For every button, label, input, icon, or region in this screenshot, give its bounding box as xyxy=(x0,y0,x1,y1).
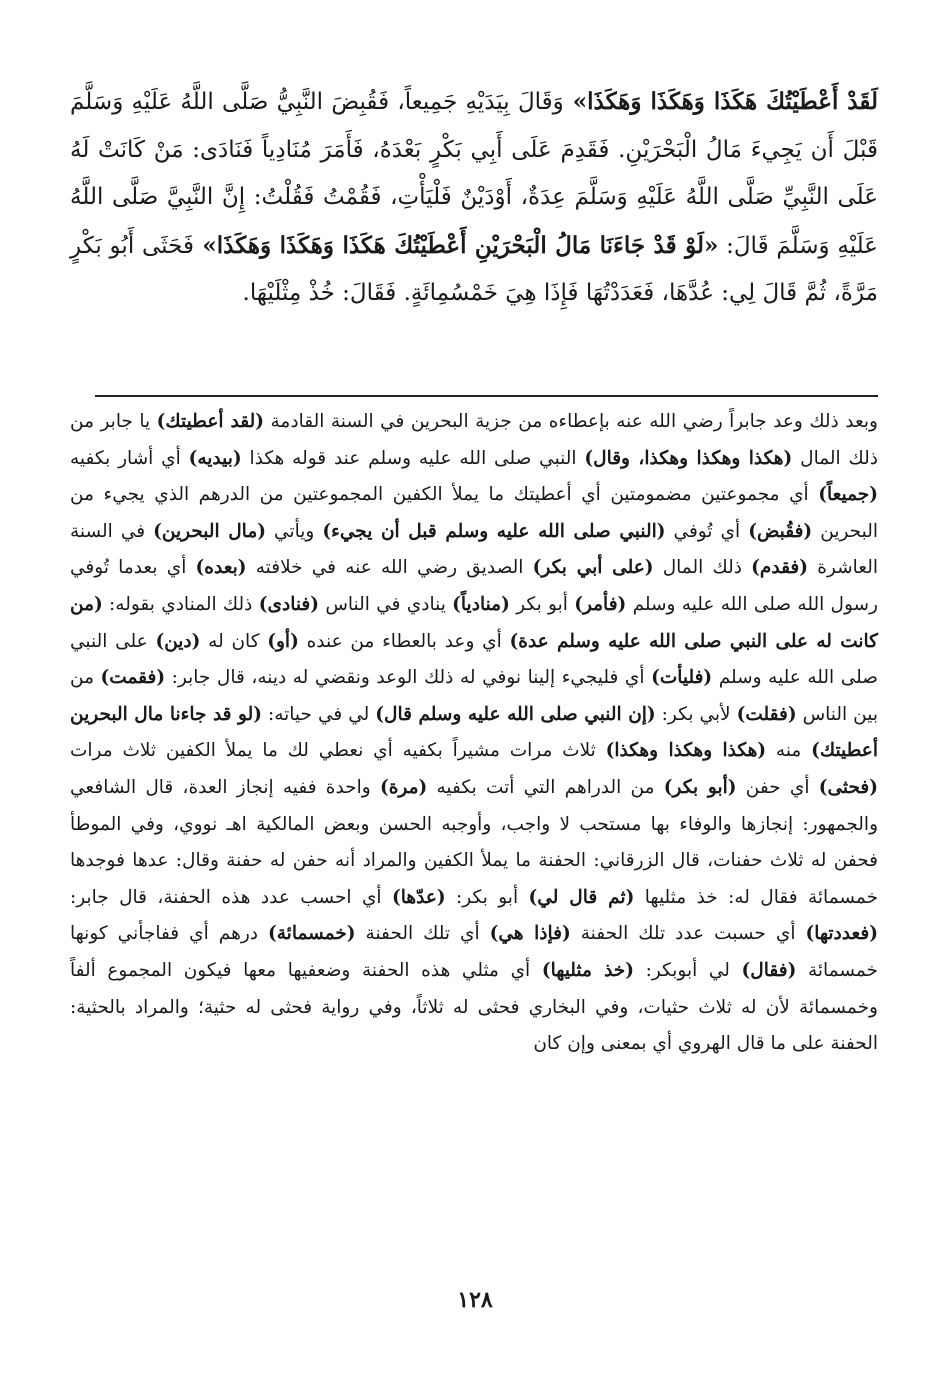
bold-phrase: (فليأت) xyxy=(651,667,713,689)
text-run: في السنة العاشرة xyxy=(70,520,878,579)
bold-phrase: (لقد أعطيتك) xyxy=(156,411,265,432)
text-run: أي حفن xyxy=(736,776,819,798)
text-run: أي بعدما تُوفي رسول الله صلى الله عليه وسلم xyxy=(70,557,878,615)
bold-phrase: (هكذا وهكذا وهكذا، وقال) xyxy=(584,447,793,469)
text-run: لأبي بكر: xyxy=(655,703,737,725)
bold-phrase: (فنادى) xyxy=(258,593,320,615)
text-run: الصديق رضي الله عنه في خلافته xyxy=(246,557,533,579)
bold-phrase: (النبي صلى الله عليه وسلم قبل أن يجيء) xyxy=(322,520,666,542)
bold-phrase: (بيديه) xyxy=(188,447,242,469)
bold-phrase: (ثم قال لي) xyxy=(528,886,635,908)
commentary-text xyxy=(70,404,878,1063)
text-run: وَقَالَ بِيَدَيْهِ جَمِيعاً، فَقُبِضَ النَّبِيُّ صَلَّى اللَّهُ عَلَيْهِ وَسَلَّمَ قَبْلَ أَن يَجِيءَ مَالُ الْبَحْرَيْنِ. فَقَدِمَ عَلَى أَبِي بَكْرٍ بَعْدَهُ، فَأَمَرَ مُنَادِياً فَنَادَى: مَنْ كَانَتْ لَهُ عَلَى النَّبِيِّ صَلَّى اللَّهُ عَلَيْهِ وَسَلَّمَ عِدَةٌ، أَوْدَيْنٌ فَلْيَأْتِ، فَقُمْتُ فَقُلْتُ: إِنَّ النَّبِيَّ صَلَّى اللَّهُ عَلَيْهِ وَسَلَّمَ قَالَ: xyxy=(70,89,879,259)
bold-phrase: (فأمر) xyxy=(574,593,627,615)
text-run: من بين الناس xyxy=(70,667,878,725)
bold-phrase: (مال البحرين) xyxy=(153,520,266,542)
bold-phrase: (جميعاً) xyxy=(818,484,878,506)
bold-phrase: (خذ مثليها) xyxy=(541,959,634,981)
text-run: أي تلك الحفنة xyxy=(355,923,490,945)
text-run: واحدة ففيه إنجاز العدة، قال الشافعي والجمهور: إنجازها والوفاء بها مستحب لا واجب، وأوجبه الحسن وبعض المالكية اهـ نووي، وفي الموطأ فحفن له ثلاث حفنات، قال الزرقاني: الحفنة ما يملأ الكفين والمراد أنه حفن له حفنة وقال: عدها فوجدها خمسمائة فقال له: خذ مثليها xyxy=(70,776,879,908)
bold-phrase: لَقَدْ أَعْطَيْتُكَ هَكَذَا وَهَكَذَا وَهَكَذَا» xyxy=(563,88,879,115)
text-run: وبعد ذلك وعد جابراً رضي الله عنه بإعطاءه من جزية البحرين في السنة القادمة xyxy=(264,411,878,432)
bold-phrase: (فحثى) xyxy=(818,776,878,798)
bold-phrase: (فإذا هي) xyxy=(489,923,571,945)
bold-phrase: «لَوْ قَدْ جَاءَنَا مَالُ الْبَحْرَيْنِ أَعْطَيْتُكَ هَكَذَا وَهَكَذَا وَهَكَذَا» xyxy=(193,231,719,259)
text-run: ويأتي xyxy=(265,520,323,542)
bold-phrase: (خمسمائة) xyxy=(268,923,356,945)
text-run: على النبي صلى الله عليه وسلم xyxy=(70,630,878,689)
text-run: منه xyxy=(766,740,812,762)
bold-phrase: (هكذا وهكذا وهكذا) xyxy=(605,740,767,762)
hadith-block xyxy=(70,78,878,318)
section-divider xyxy=(95,395,878,397)
bold-phrase: (إن النبي صلى الله عليه وسلم قال) xyxy=(375,703,656,725)
text-run: النبي صلى الله عليه وسلم عند قوله هكذا xyxy=(241,447,585,469)
bold-phrase: (فعددتها) xyxy=(805,923,879,945)
text-run: فَحَثَى أَبُو بَكْرٍ مَرَّةً، ثُمَّ قَالَ لِي: عُدَّهَا، فَعَدَدْتُهَا فَإِذَا هِيَ خَمْسُمِائَةٍ. فَقَالَ: خُذْ مِثْلَيْهَا. xyxy=(70,232,878,306)
text-run: أي احسب عدد هذه الحفنة، قال جابر: xyxy=(70,886,392,908)
text-run: يا جابر من ذلك المال xyxy=(70,411,878,469)
commentary-paragraph xyxy=(70,404,878,1063)
text-run: أي حسبت عدد تلك الحفنة xyxy=(570,923,806,945)
hadith-paragraph xyxy=(70,78,878,318)
bold-phrase: (من كانت له على النبي صلى الله عليه وسلم عدة) xyxy=(70,593,878,652)
text-run: أي مثلي هذه الحفنة وضعفيها معها فيكون المجموع ألفاً وخمسمائة لأن له ثلاث حثيات، وفي البخاري فحثى له ثلاثاً، وفي رواية فحثى له حثية؛ والمراد بالحثية: الحفنة على ما قال الهروي أي بمعنى وإن كان xyxy=(70,959,878,1055)
bold-phrase: (فقمت) xyxy=(100,667,166,689)
bold-phrase: (فقلت) xyxy=(736,703,797,725)
text-run: أي تُوفي xyxy=(665,520,749,542)
bold-phrase: (لو قد جاءنا مال البحرين أعطيتك) xyxy=(70,703,878,762)
bold-phrase: (أو) xyxy=(267,630,299,652)
hadith-text xyxy=(70,78,878,318)
bold-phrase: (منادياً) xyxy=(452,593,510,615)
text-run: ذلك المنادي بقوله: xyxy=(102,593,259,615)
text-run: أي وعد بالعطاء من عنده xyxy=(298,630,510,652)
text-run: لي في حياته: xyxy=(262,703,376,725)
text-run: أي أشار بكفيه xyxy=(70,447,189,469)
bold-phrase: (دين) xyxy=(155,630,201,652)
text-run: كان له xyxy=(200,630,268,652)
text-run: ثلاث مرات مشيراً بكفيه أي نعطي لك ما يملأ الكفين ثلاث مرات xyxy=(70,740,606,762)
text-run: أي فليجيء إلينا نوفي له ذلك الوعد ونقضي له دينه، قال جابر: xyxy=(165,667,652,689)
text-run: ذلك المال xyxy=(653,557,752,579)
text-run: درهم أي ففاجأني كونها خمسمائة xyxy=(70,923,878,981)
bold-phrase: (عدّها) xyxy=(391,886,446,908)
bold-phrase: (على أبي بكر) xyxy=(532,557,654,579)
bold-phrase: (أبو بكر) xyxy=(663,776,737,798)
text-run: لي أبوبكر: xyxy=(634,959,742,981)
bold-phrase: (فقال) xyxy=(741,959,797,981)
page-number: ١٢٨ xyxy=(457,1287,493,1313)
bold-phrase: (مرة) xyxy=(379,776,428,798)
text-run: أي مجموعتين مضمومتين أي أعطيتك ما يملأ الكفين المجموعتين من الدرهم الذي يجيء من البحرين xyxy=(70,484,878,542)
text-run: أبو بكر: xyxy=(445,886,529,908)
bold-phrase: (فقُبض) xyxy=(748,520,813,542)
text-run: أبو بكر xyxy=(509,593,575,615)
text-run: ينادي في الناس xyxy=(319,593,453,615)
text-run: من الدراهم التي أتت بكفيه xyxy=(427,776,664,798)
bold-phrase: (بعده) xyxy=(195,557,247,579)
bold-phrase: (فقدم) xyxy=(751,557,809,579)
